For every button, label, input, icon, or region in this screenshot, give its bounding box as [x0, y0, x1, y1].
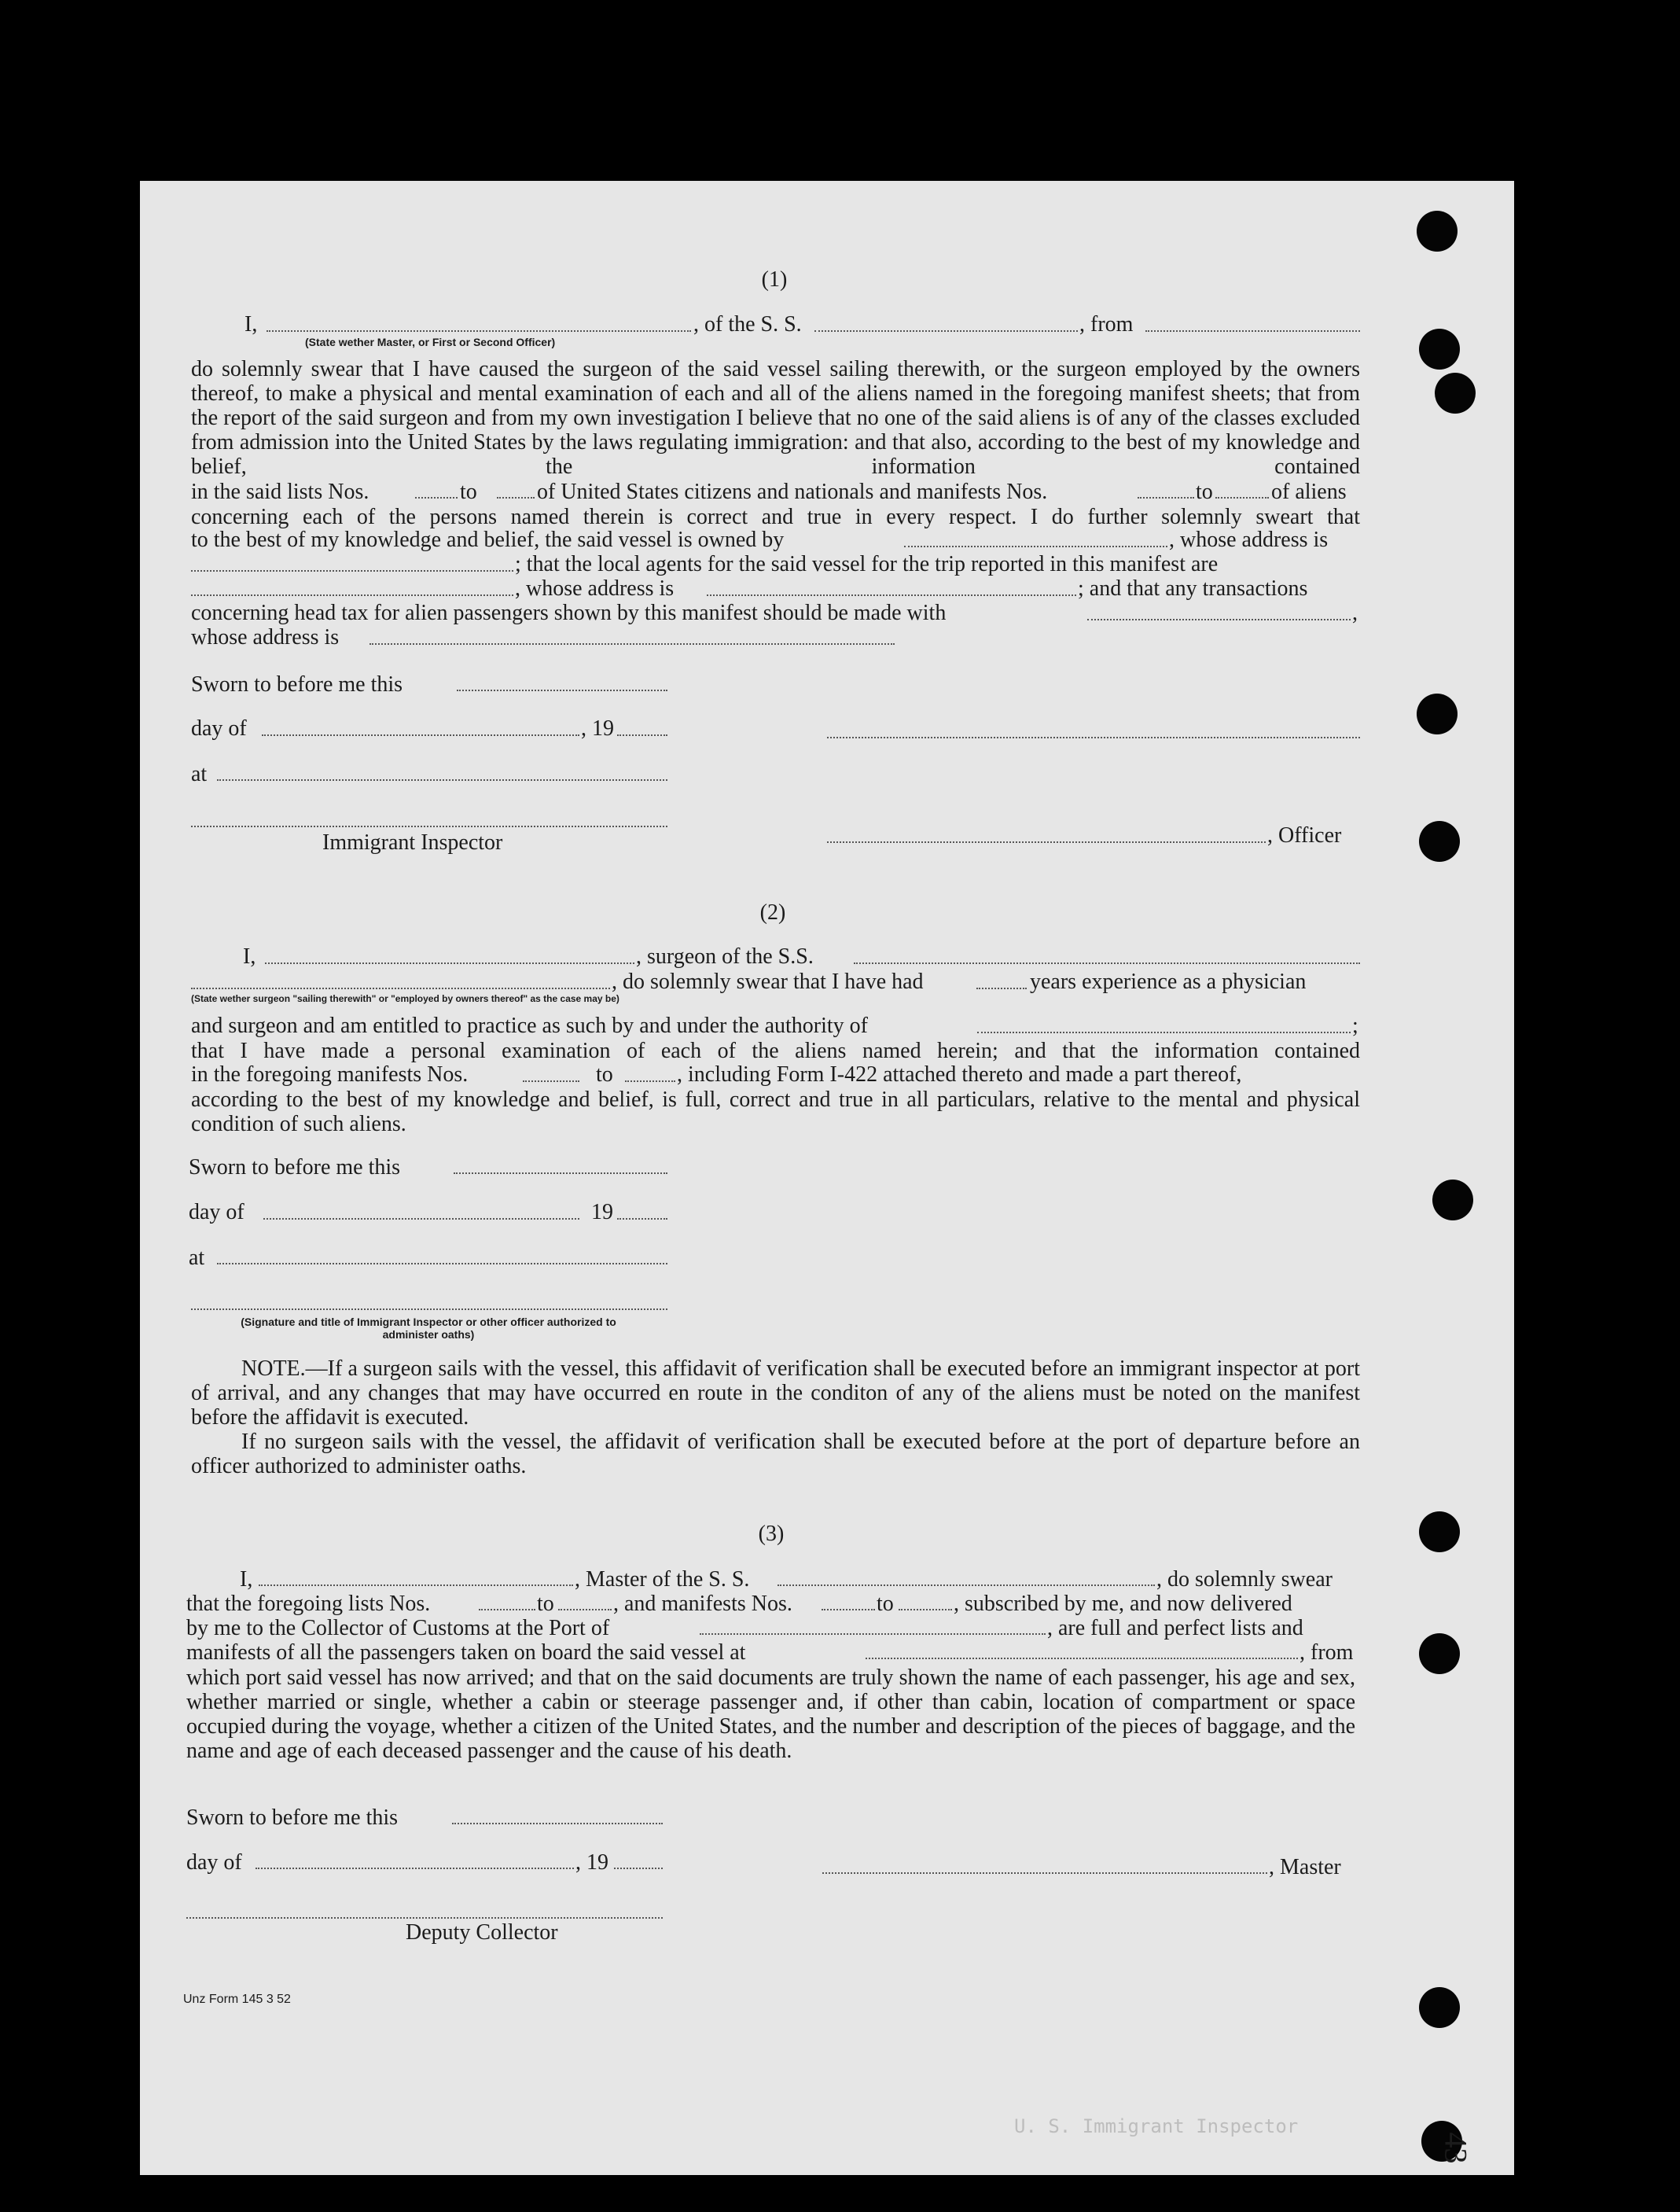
- punch-hole: [1419, 1511, 1460, 1552]
- signature-line: [822, 1872, 1267, 1874]
- blank-line: [479, 1609, 535, 1610]
- blank-line: [217, 779, 667, 781]
- punch-hole: [1419, 329, 1460, 370]
- blank-line: [899, 1609, 952, 1610]
- form-identifier: Unz Form 145 3 52: [183, 1993, 291, 2006]
- punch-hole: [1419, 1633, 1460, 1674]
- paragraph: do solemnly swear that I have caused the surgeon of the said vessel sailing therewith, or the surgeon employed by the owners thereof, to make a physical and mental examination of each and all of the aliens named in the foregoing manifest sheets; that from the report of the said surgeon and from my own investigation I believe that no one of the said aliens is of any of the classes excluded from admission into the United States by the laws regulating immigration: and that also, according to the best of my knowledge and belief, the information contained: [191, 357, 1360, 479]
- text-label: ;: [1352, 1014, 1358, 1038]
- text-label: Sworn to before me this: [186, 1805, 399, 1830]
- text-label: to: [596, 1062, 613, 1087]
- punch-hole: [1417, 211, 1458, 252]
- blank-line: [778, 1584, 1155, 1586]
- paragraph: which port said vessel has now arrived; and that on the said documents are truly shown the name of each passenger, his age and sex, whether married or single, whether a cabin or steerage passenger and, if other than cabin, location of compartment or space occupied during the voyage, whether a citizen of the United States, and the number and description of the pieces of baggage, and the name and age of each deceased passenger and the cause of his death.: [186, 1665, 1355, 1763]
- text-label: , 19: [581, 716, 614, 741]
- text-label: to: [1196, 480, 1213, 504]
- text-label: , Master of the S. S.: [575, 1567, 750, 1592]
- blank-line: [977, 1032, 1351, 1033]
- blank-line: [452, 1823, 663, 1824]
- text-label: by me to the Collector of Customs at the Port of: [186, 1616, 610, 1640]
- blank-line: [617, 734, 667, 736]
- blank-line: [1138, 497, 1194, 499]
- text-label: whose address is: [191, 625, 340, 650]
- paragraph: according to the best of my knowledge and belief, is full, correct and true in all particulars, relative to the mental and physical condition of such aliens.: [191, 1088, 1360, 1136]
- text-label: day of: [191, 716, 247, 741]
- blank-line: [265, 962, 634, 964]
- text-label: ,: [1352, 601, 1358, 625]
- text-label: to: [537, 1592, 554, 1616]
- text-label: , Master: [1269, 1855, 1341, 1879]
- text-label: at: [191, 762, 208, 786]
- signature-line: [186, 1917, 663, 1919]
- text-label: , and manifests Nos.: [613, 1592, 792, 1616]
- caption: (Signature and title of Immigrant Inspector or other officer authorized to administer oaths): [241, 1316, 616, 1341]
- section-number: (1): [761, 267, 788, 292]
- signature-line: [827, 841, 1266, 843]
- text-label: in the foregoing manifests Nos.: [191, 1062, 469, 1087]
- note-paragraph: If no surgeon sails with the vessel, the affidavit of verification shall be executed before at the port of departure before an officer authorized to administer oaths.: [191, 1430, 1360, 1478]
- blank-line: [262, 734, 579, 736]
- caption: (State wether Master, or First or Second Officer): [305, 336, 556, 348]
- text-label: to: [877, 1592, 894, 1616]
- inspector-title: Immigrant Inspector: [322, 830, 503, 855]
- note-paragraph: NOTE.—If a surgeon sails with the vessel, this affidavit of verification shall be executed before an immigrant inspector at port of arrival, and any changes that may have occurred en route in the conditon of any of the aliens must be noted on the manifest before the affidavit is executed.: [191, 1356, 1360, 1430]
- text-label: that the foregoing lists Nos.: [186, 1592, 431, 1616]
- text-label: , surgeon of the S.S.: [636, 944, 814, 969]
- punch-hole: [1435, 373, 1476, 414]
- text-label: , whose address is: [1169, 528, 1329, 552]
- blank-line: [369, 643, 895, 645]
- faint-stamp: U. S. Immigrant Inspector: [1014, 2115, 1299, 2137]
- paragraph: concerning each of the persons named therein is correct and true in every respect. I do further solemnly sweart that: [191, 505, 1360, 529]
- punch-hole: [1419, 821, 1460, 862]
- signature-line: [191, 826, 667, 827]
- text-label: manifests of all the passengers taken on board the said vessel at: [186, 1640, 746, 1665]
- blank-line: [707, 594, 1076, 596]
- page-number: 43: [1438, 2132, 1474, 2164]
- text-label: , from: [1300, 1640, 1354, 1665]
- text-label: , of the S. S.: [693, 312, 802, 337]
- paragraph: that I have made a personal examination of each of the aliens named herein; and that the information contained: [191, 1039, 1360, 1063]
- punch-hole: [1419, 1987, 1460, 2028]
- blank-line: [854, 962, 1360, 964]
- blank-line: [866, 1658, 1298, 1659]
- blank-line: [191, 594, 513, 596]
- text-label: and surgeon and am entitled to practice as such by and under the authority of: [191, 1014, 868, 1038]
- text-label: , do solemnly swear that I have had: [612, 970, 924, 994]
- blank-line: [814, 330, 1078, 332]
- blank-line: [259, 1584, 573, 1586]
- text-label: concerning head tax for alien passengers shown by this manifest should be made with: [191, 601, 947, 625]
- text-label: I,: [240, 1567, 253, 1592]
- text-label: I,: [243, 944, 256, 969]
- blank-line: [614, 1868, 663, 1869]
- blank-line: [523, 1080, 579, 1082]
- blank-line: [497, 497, 535, 499]
- blank-line: [457, 690, 667, 691]
- text-label: , are full and perfect lists and: [1047, 1616, 1303, 1640]
- blank-line: [558, 1609, 612, 1610]
- text-label: day of: [186, 1850, 242, 1875]
- text-label: in the said lists Nos.: [191, 480, 369, 504]
- text-label: of aliens: [1271, 480, 1347, 504]
- caption: (State wether surgeon "sailing therewith" or "employed by owners thereof" as the case may be): [191, 993, 619, 1004]
- punch-hole: [1432, 1180, 1473, 1220]
- blank-line: [1145, 330, 1360, 332]
- text-label: , 19: [575, 1850, 608, 1875]
- text-label: , including Form I-422 attached thereto and made a part thereof,: [677, 1062, 1242, 1087]
- text-label: of United States citizens and nationals and manifests Nos.: [537, 480, 1048, 504]
- blank-line: [1215, 497, 1269, 499]
- text-label: , Officer: [1267, 823, 1342, 848]
- blank-line: [255, 1868, 574, 1869]
- text-label: at: [189, 1246, 205, 1270]
- text-label: ; that the local agents for the said vessel for the trip reported in this manifest are: [515, 552, 1219, 576]
- blank-line: [1087, 619, 1351, 620]
- text-label: Sworn to before me this: [191, 672, 403, 697]
- blank-line: [191, 988, 610, 989]
- section-number: (3): [758, 1522, 785, 1546]
- section-number: (2): [759, 900, 786, 925]
- text-label: , do solemnly swear: [1156, 1567, 1333, 1592]
- text-label: to the best of my knowledge and belief, the said vessel is owned by: [191, 528, 785, 552]
- blank-line: [217, 1263, 667, 1264]
- text-label: ; and that any transactions: [1078, 576, 1308, 601]
- text-label: , subscribed by me, and now delivered: [954, 1592, 1292, 1616]
- blank-line: [822, 1609, 875, 1610]
- deputy-title: Deputy Collector: [406, 1920, 558, 1945]
- text-label: , whose address is: [515, 576, 675, 601]
- text-label: to: [460, 480, 477, 504]
- punch-hole: [1417, 694, 1458, 734]
- signature-line: [827, 737, 1360, 738]
- text-label: Sworn to before me this: [189, 1155, 401, 1180]
- blank-line: [454, 1172, 667, 1174]
- text-label: 19: [591, 1200, 613, 1224]
- blank-line: [976, 988, 1027, 989]
- blank-line: [617, 1218, 667, 1220]
- text-label: , from: [1079, 312, 1134, 337]
- blank-line: [415, 497, 458, 499]
- text-label: I,: [244, 312, 258, 337]
- blank-line: [267, 330, 691, 332]
- blank-line: [263, 1218, 579, 1220]
- blank-line: [700, 1633, 1046, 1635]
- signature-line: [191, 1308, 667, 1310]
- blank-line: [191, 570, 513, 572]
- blank-line: [904, 546, 1167, 547]
- text-label: day of: [189, 1200, 244, 1224]
- text-label: years experience as a physician: [1030, 970, 1307, 994]
- blank-line: [625, 1080, 675, 1082]
